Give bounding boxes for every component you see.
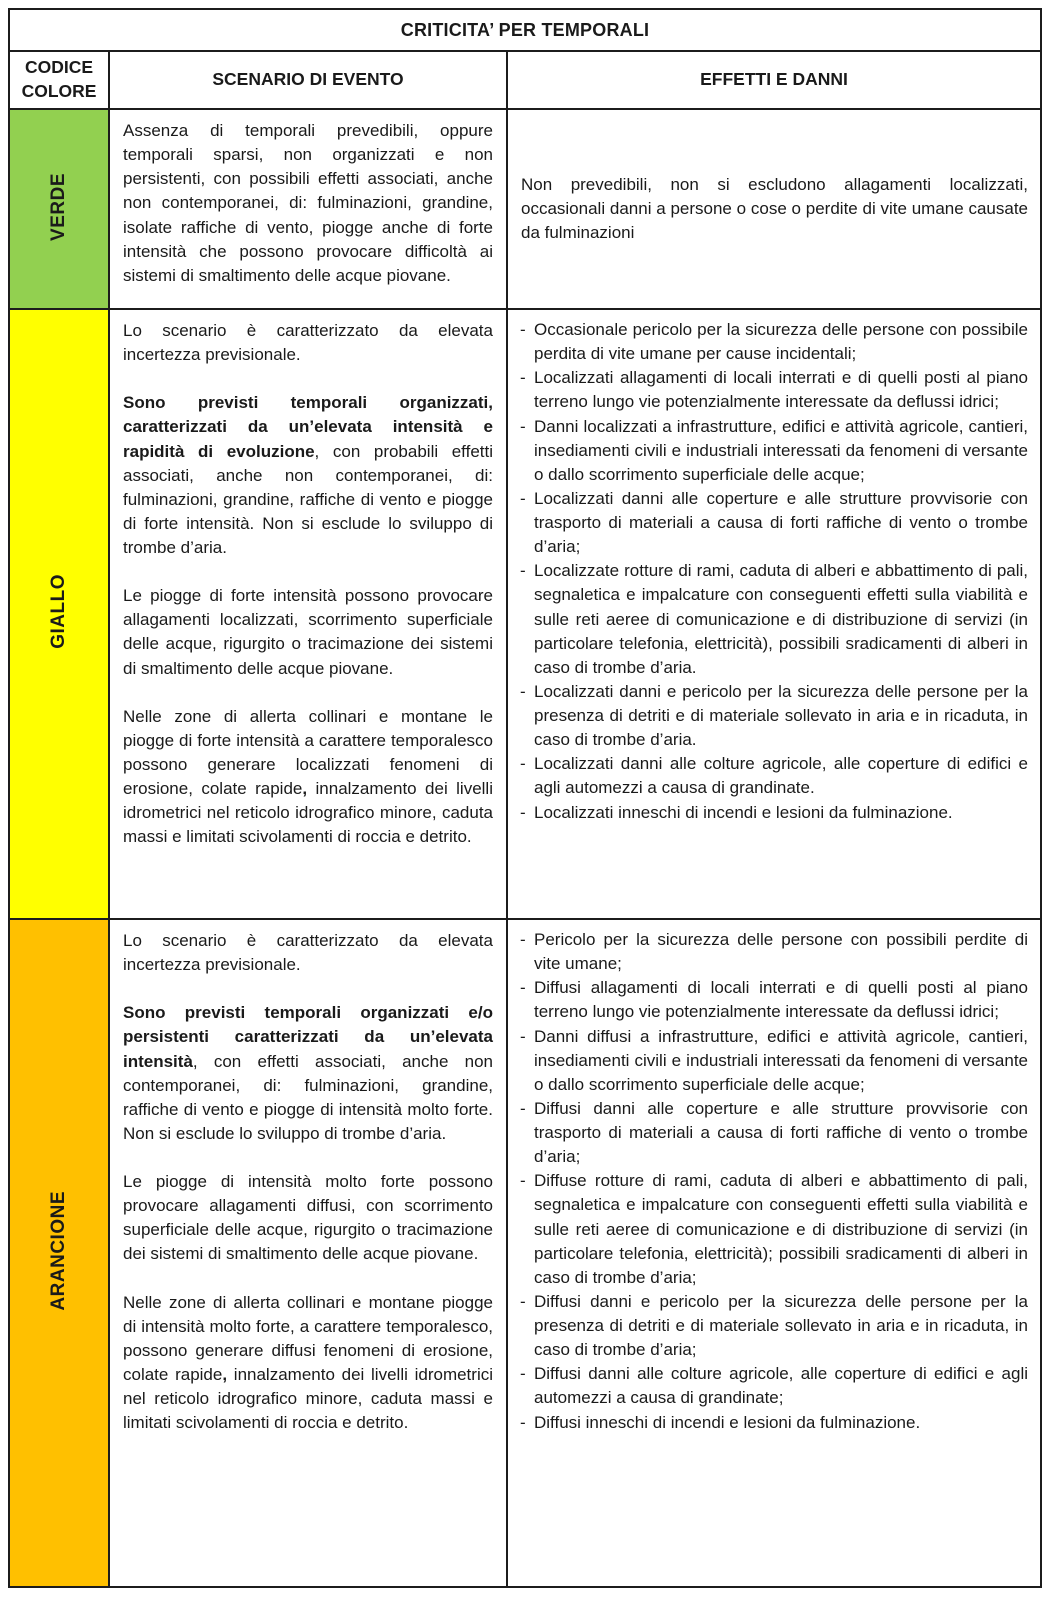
- scenario-paragraph: Lo scenario è caratterizzato da elevata incertezza previsionale.: [123, 321, 493, 365]
- effect-item: - Diffusi allagamenti di locali interrati e di quelli posti al piano terreno lungo vie potenzialmente interessate da deflussi idrici;: [520, 978, 1029, 1022]
- bullet-dash: -: [520, 1291, 526, 1311]
- table-title: CRITICITA’ PER TEMPORALI: [9, 9, 1041, 51]
- effect-item: - Localizzati danni e pericolo per la sicurezza delle persone per la presenza di detriti e di materiale sollevato in aria e in ricaduta, in caso di trombe d’aria.: [520, 681, 1029, 750]
- bullet-dash: -: [520, 1026, 526, 1046]
- color-label-arancione: ARANCIONE: [48, 1190, 69, 1311]
- effect-item: - Localizzati danni alle coperture e alle strutture provvisorie con trasporto di materiali a causa di forti raffiche di vento o trombe d’aria;: [520, 488, 1029, 557]
- header-effects: EFFETTI E DANNI: [507, 51, 1041, 109]
- bullet-dash: -: [520, 1171, 526, 1191]
- effect-item: - Diffusi danni alle coperture e alle strutture provvisorie con trasporto di materiali a causa di forti raffiche di vento o trombe d’aria;: [520, 1098, 1029, 1167]
- scenario-paragraph: Le piogge di intensità molto forte possono provocare allagamenti diffusi, con scorrimento superficiale delle acque, rigurgito o tracimazione dei sistemi di smaltimento delle acque piovane.: [123, 1172, 493, 1264]
- bullet-dash: -: [520, 978, 526, 998]
- bullet-dash: -: [520, 320, 526, 339]
- effect-item: - Occasionale pericolo per la sicurezza delle persone con possibile perdita di vite umane per cause incidentali;: [520, 320, 1029, 364]
- scenario-cell-arancione: [109, 919, 507, 1587]
- color-cell-giallo: [9, 309, 109, 919]
- bullet-dash: -: [520, 930, 526, 949]
- scenario-paragraph: Nelle zone di allerta collinari e montane piogge di intensità molto forte, a carattere temporalesco, possono generare diffusi fenomeni di erosione, colate rapide, innalzamento dei livelli idrometrici nel reticolo idrografico minore, caduta massi e limitati scivolamenti di roccia e detrito.: [123, 1292, 493, 1433]
- header-color-code: CODICE COLORE: [9, 51, 109, 109]
- scenario-paragraph: Nelle zone di allerta collinari e montane le piogge di forte intensità a carattere temporalesco possono generare localizzati fenomeni di erosione, colate rapide, innalzamento dei livelli idrometrici nel reticolo idrografico minore, caduta massi e limitati scivolamenti di roccia e detrito.: [123, 706, 493, 847]
- bullet-dash: -: [520, 681, 526, 701]
- bullet-dash: -: [520, 1098, 526, 1118]
- bullet-dash: -: [520, 368, 526, 388]
- effects-cell-giallo: [507, 309, 1041, 919]
- bullet-dash: -: [520, 1364, 526, 1384]
- color-label-giallo: GIALLO: [48, 574, 69, 649]
- color-cell-arancione: [9, 919, 109, 1587]
- bullet-dash: -: [520, 754, 526, 774]
- scenario-cell-giallo: [109, 309, 507, 919]
- effect-item: - Localizzate rotture di rami, caduta di alberi e abbattimento di pali, segnaletica e impalcature con conseguenti effetti sulla viabilità e sulle reti aeree di comunicazione e di distribuzione di servizi (in particolare telefonia, elettricità), possibili sradicamenti di alberi in caso di trombe d’aria.: [520, 561, 1029, 677]
- effect-item: - Localizzati inneschi di incendi e lesioni da fulminazione.: [516, 801, 1028, 825]
- color-label-verde: VERDE: [48, 172, 69, 241]
- scenario-paragraph: Sono previsti temporali organizzati, caratterizzati da un’elevata intensità e rapidità di evoluzione, con probabili effetti associati, anche non contemporanei, di: fulminazioni, grandine, raffiche di vento e piogge di forte intensità. Non si esclude lo sviluppo di trombe d’aria.: [123, 393, 493, 557]
- effect-item: - Localizzati allagamenti di locali interrati e di quelli posti al piano terreno lungo vie potenzialmente interessate da deflussi idrici;: [520, 368, 1029, 412]
- effect-item: - Danni localizzati a infrastrutture, edifici e attività agricole, cantieri, insediamenti civili e industriali interessati da fenomeni di versante o dallo scorrimento superficiale delle acque;: [520, 416, 1029, 484]
- bullet-dash: -: [520, 802, 526, 822]
- table-title-row: [9, 9, 1041, 51]
- effect-item: - Diffusi inneschi di incendi e lesioni da fulminazione.: [516, 1411, 1028, 1435]
- scenario-paragraph: Lo scenario è caratterizzato da elevata incertezza previsionale.: [123, 931, 493, 975]
- header-scenario: SCENARIO DI EVENTO: [109, 51, 507, 109]
- effect-item: - Diffuse rotture di rami, caduta di alberi e abbattimento di pali, segnaletica e impalcature con conseguenti effetti sulla viabilità e sulle reti aeree di comunicazione e di distribuzione di servizi (in particolare telefonia, elettricità); possibili sradicamenti di alberi in caso di trombe d’aria;: [520, 1171, 1029, 1287]
- effect-item: - Diffusi danni alle colture agricole, alle coperture di edifici e agli automezzi a causa di grandinate;: [520, 1364, 1029, 1408]
- bullet-dash: -: [520, 561, 526, 581]
- effect-item: - Danni diffusi a infrastrutture, edifici e attività agricole, cantieri, insediamenti civili e industriali interessati da fenomeni di versante o dallo scorrimento superficiale delle acque;: [520, 1026, 1029, 1094]
- scenario-paragraph: Le piogge di forte intensità possono provocare allagamenti localizzati, scorrimento superficiale delle acque, rigurgito o tracimazione dei sistemi di smaltimento delle acque piovane.: [123, 586, 493, 678]
- bullet-dash: -: [520, 488, 526, 508]
- effects-cell-arancione: [507, 919, 1041, 1587]
- scenario-paragraph: Sono previsti temporali organizzati e/o persistenti caratterizzati da un’elevata intensità, con effetti associati, anche non contemporanei, di: fulminazioni, grandine, raffiche di vento e piogge di intensità molto forte. Non si esclude lo sviluppo di trombe d’aria.: [123, 1003, 493, 1143]
- table-header-row: [9, 51, 1041, 109]
- table-row-verde: [9, 109, 1041, 309]
- table-row-giallo: [9, 309, 1041, 919]
- bullet-dash: -: [520, 1412, 526, 1432]
- effects-cell-verde: Non prevedibili, non si escludono allagamenti localizzati, occasionali danni a persone o cose o perdite di vite umane causate da fulminazioni: [507, 109, 1041, 309]
- bullet-dash: -: [520, 416, 526, 436]
- effect-item: - Diffusi danni e pericolo per la sicurezza delle persone per la presenza di detriti e di materiale sollevato in aria e in ricaduta, in caso di trombe d’aria;: [520, 1291, 1029, 1360]
- color-cell-verde: [9, 109, 109, 309]
- scenario-paragraph: Assenza di temporali prevedibili, oppure temporali sparsi, non organizzati e non persistenti, con possibili effetti associati, anche non contemporanei, di: fulminazioni, grandine, isolate raffiche di vento, piogge anche di forte intensità che possono provocare difficoltà ai sistemi di smaltimento delle acque piovane.: [123, 121, 493, 285]
- effect-item: - Localizzati danni alle colture agricole, alle coperture di edifici e agli automezzi a causa di grandinate.: [520, 754, 1029, 798]
- effect-item: - Pericolo per la sicurezza delle persone con possibili perdite di vite umane;: [520, 930, 1029, 974]
- table-row-arancione: [9, 919, 1041, 1587]
- criticality-table: [8, 8, 1042, 1588]
- scenario-cell-verde: [109, 109, 507, 309]
